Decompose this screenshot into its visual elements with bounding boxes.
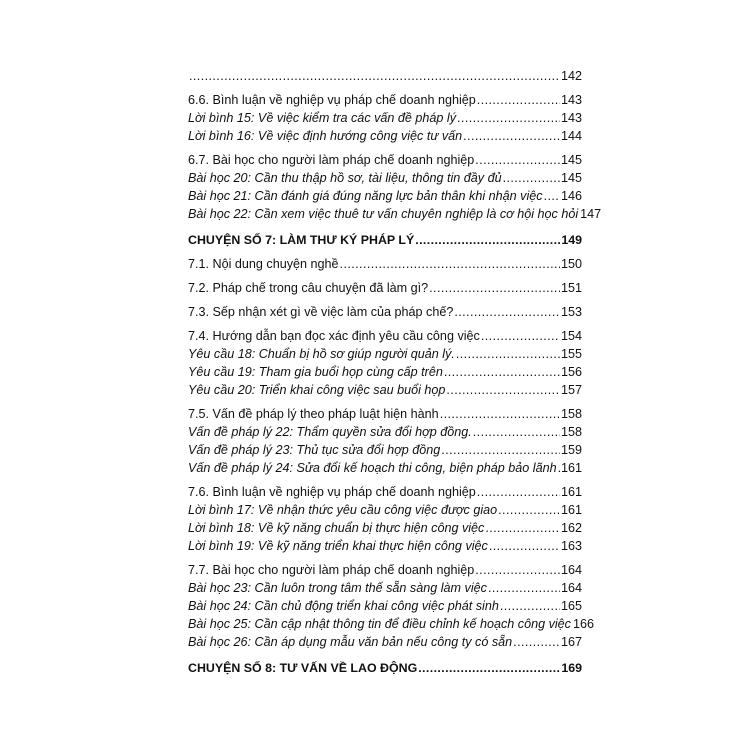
toc-entry-item[interactable] — [188, 67, 582, 85]
leader-dots — [475, 151, 560, 169]
leader-dots — [513, 633, 560, 651]
toc-entry-item[interactable] — [188, 381, 582, 399]
toc-entry-title: 6.7. Bài học cho người làm pháp chế doanh nghiệp — [188, 153, 475, 167]
toc-entry-item[interactable] — [188, 363, 582, 381]
leader-dots — [498, 501, 560, 519]
toc-entry-item[interactable] — [188, 205, 602, 223]
leader-dots — [189, 67, 560, 85]
leader-dots — [500, 597, 560, 615]
table-of-contents — [188, 67, 602, 677]
toc-entry-page-number: 166 — [572, 617, 594, 631]
toc-entry-title: Yêu cầu 18: Chuẩn bị hồ sơ giúp người quản lý. — [188, 347, 455, 361]
toc-entry-title: Bài học 20: Cần thu thập hồ sơ, tài liệu, thông tin đầy đủ — [188, 171, 502, 185]
toc-entry-page-number: 155 — [560, 347, 582, 361]
toc-entry-title: Lời bình 15: Về việc kiểm tra các vấn đề pháp lý — [188, 111, 457, 125]
leader-dots — [488, 579, 560, 597]
toc-entry-page-number: 142 — [560, 69, 582, 83]
toc-entry-item[interactable] — [188, 633, 582, 651]
toc-entry-title: 7.5. Vấn đề pháp lý theo pháp luật hiện hành — [188, 407, 439, 421]
toc-entry-title: Bài học 23: Cần luôn trong tâm thế sẵn sàng làm việc — [188, 581, 487, 595]
toc-entry-title: 7.7. Bài học cho người làm pháp chế doanh nghiệp — [188, 563, 475, 577]
toc-entry-page-number: 150 — [560, 257, 582, 271]
toc-entry-page-number: 162 — [560, 521, 582, 535]
toc-entry-item[interactable] — [188, 501, 582, 519]
leader-dots — [473, 423, 560, 441]
leader-dots — [429, 279, 560, 297]
toc-entry-page-number: 157 — [560, 383, 582, 397]
toc-entry-item[interactable] — [188, 597, 582, 615]
toc-entry-page-number: 161 — [560, 485, 582, 499]
leader-dots — [415, 231, 560, 249]
toc-entry-section[interactable] — [188, 255, 582, 273]
leader-dots — [475, 561, 560, 579]
leader-dots — [444, 363, 560, 381]
toc-entry-item[interactable] — [188, 537, 582, 555]
leader-dots — [441, 441, 560, 459]
toc-entry-title: Lời bình 17: Về nhận thức yêu cầu công việc được giao — [188, 503, 498, 517]
toc-entry-section[interactable] — [188, 279, 582, 297]
leader-dots — [440, 405, 560, 423]
toc-entry-section[interactable] — [188, 327, 582, 345]
toc-entry-page-number: 146 — [560, 189, 582, 203]
toc-entry-page-number: 153 — [560, 305, 582, 319]
leader-dots — [503, 169, 560, 187]
toc-entry-item[interactable] — [188, 187, 582, 205]
toc-entry-page-number: 143 — [560, 111, 582, 125]
leader-dots — [457, 109, 560, 127]
toc-entry-section[interactable] — [188, 91, 582, 109]
toc-entry-title: 7.4. Hướng dẫn bạn đọc xác định yêu cầu công việc — [188, 329, 480, 343]
toc-entry-title: Vấn đề pháp lý 22: Thẩm quyền sửa đổi hợp đồng. — [188, 425, 472, 439]
toc-entry-title: Bài học 22: Cần xem việc thuê tư vấn chuyên nghiệp là cơ hội học hỏi — [188, 207, 579, 221]
leader-dots — [418, 659, 560, 677]
toc-entry-title: 7.6. Bình luận về nghiệp vụ pháp chế doanh nghiệp — [188, 485, 476, 499]
toc-entry-title: 6.6. Bình luận về nghiệp vụ pháp chế doanh nghiệp — [188, 93, 476, 107]
toc-entry-page-number: 167 — [560, 635, 582, 649]
toc-entry-page-number: 145 — [560, 153, 582, 167]
toc-entry-page-number: 143 — [560, 93, 582, 107]
toc-entry-title: CHUYỆN SỐ 8: TƯ VẤN VỀ LAO ĐỘNG — [188, 661, 418, 675]
toc-entry-section[interactable] — [188, 303, 582, 321]
toc-entry-section[interactable] — [188, 483, 582, 501]
toc-entry-section[interactable] — [188, 405, 582, 423]
toc-entry-item[interactable] — [188, 169, 582, 187]
toc-entry-title: Lời bình 16: Về việc định hướng công việc tư vấn — [188, 129, 463, 143]
toc-entry-title: CHUYỆN SỐ 7: LÀM THƯ KÝ PHÁP LÝ — [188, 233, 415, 247]
toc-entry-page-number: 154 — [560, 329, 582, 343]
toc-entry-title: Vấn đề pháp lý 23: Thủ tục sửa đổi hợp đồng — [188, 443, 441, 457]
leader-dots — [544, 187, 560, 205]
leader-dots — [463, 127, 560, 145]
leader-dots — [456, 345, 560, 363]
toc-entry-page-number: 169 — [561, 661, 582, 675]
toc-entry-item[interactable] — [188, 127, 582, 145]
leader-dots — [446, 381, 560, 399]
toc-entry-item[interactable] — [188, 459, 582, 477]
toc-entry-title: Lời bình 18: Về kỹ năng chuẩn bị thực hiện công việc — [188, 521, 485, 535]
toc-entry-item[interactable] — [188, 579, 582, 597]
leader-dots — [485, 519, 560, 537]
toc-entry-page-number: 151 — [560, 281, 582, 295]
toc-entry-page-number: 159 — [560, 443, 582, 457]
toc-entry-title: Bài học 26: Cần áp dụng mẫu văn bản nếu công ty có sẵn — [188, 635, 513, 649]
leader-dots — [477, 483, 560, 501]
toc-entry-title: 7.3. Sếp nhận xét gì về việc làm của pháp chế? — [188, 305, 454, 319]
toc-entry-page-number: 161 — [560, 461, 582, 475]
toc-entry-item[interactable] — [188, 615, 594, 633]
toc-entry-page-number: 145 — [560, 171, 582, 185]
toc-entry-page-number: 149 — [561, 233, 582, 247]
toc-entry-item[interactable] — [188, 519, 582, 537]
toc-entry-page-number: 165 — [560, 599, 582, 613]
toc-entry-page-number: 156 — [560, 365, 582, 379]
toc-entry-chapter[interactable] — [188, 659, 582, 677]
toc-entry-section[interactable] — [188, 151, 582, 169]
toc-entry-chapter[interactable] — [188, 231, 582, 249]
leader-dots — [489, 537, 560, 555]
toc-entry-title: Yêu cầu 20: Triển khai công việc sau buổi họp — [188, 383, 446, 397]
toc-entry-page-number: 164 — [560, 581, 582, 595]
toc-entry-page-number: 164 — [560, 563, 582, 577]
toc-entry-title: 7.2. Pháp chế trong câu chuyện đã làm gì? — [188, 281, 429, 295]
toc-entry-item[interactable] — [188, 441, 582, 459]
toc-entry-title: Bài học 24: Cần chủ động triển khai công việc phát sinh — [188, 599, 499, 613]
toc-entry-page-number: 163 — [560, 539, 582, 553]
toc-entry-title: 7.1. Nội dung chuyện nghề — [188, 257, 339, 271]
toc-entry-page-number: 158 — [560, 407, 582, 421]
toc-entry-item[interactable] — [188, 109, 582, 127]
toc-entry-item[interactable] — [188, 423, 582, 441]
toc-entry-item[interactable] — [188, 345, 582, 363]
leader-dots — [481, 327, 560, 345]
toc-entry-title: Bài học 21: Cần đánh giá đúng năng lực bản thân khi nhận việc — [188, 189, 543, 203]
toc-entry-title: Lời bình 19: Về kỹ năng triển khai thực hiện công việc — [188, 539, 488, 553]
leader-dots — [558, 459, 560, 477]
toc-entry-title: Bài học 25: Cần cập nhật thông tin để điều chỉnh kế hoạch công việc — [188, 617, 571, 631]
leader-dots — [477, 91, 560, 109]
toc-entry-page-number: 147 — [580, 207, 602, 221]
toc-entry-title: Yêu cầu 19: Tham gia buổi họp cùng cấp trên — [188, 365, 443, 379]
toc-entry-page-number: 161 — [560, 503, 582, 517]
toc-entry-section[interactable] — [188, 561, 582, 579]
toc-entry-page-number: 144 — [560, 129, 582, 143]
leader-dots — [454, 303, 560, 321]
leader-dots — [340, 255, 560, 273]
toc-entry-page-number: 158 — [560, 425, 582, 439]
toc-entry-title: Vấn đề pháp lý 24: Sửa đổi kế hoạch thi công, biện pháp bảo lãnh — [188, 461, 557, 475]
